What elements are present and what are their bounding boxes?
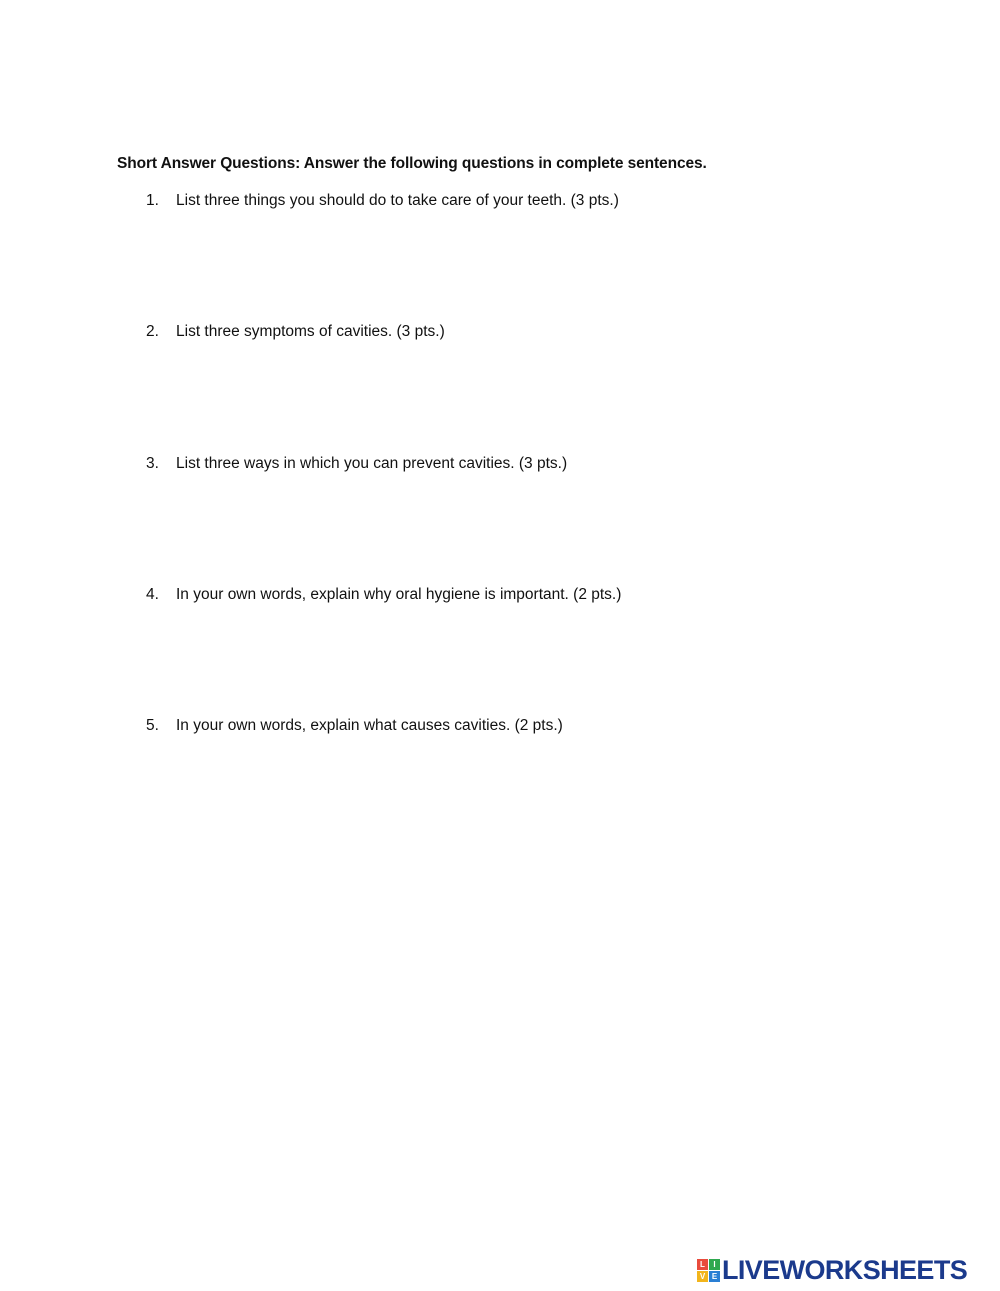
answer-area-4[interactable] (176, 609, 876, 709)
question-4 (146, 586, 621, 604)
logo-wordmark: LIVEWORKSHEETS (722, 1255, 968, 1285)
question-text: In your own words, explain why oral hygiene is important. (2 pts.) (176, 586, 622, 603)
question-number: 5. (146, 717, 159, 734)
question-text: List three symptoms of cavities. (3 pts.) (176, 323, 445, 340)
logo-block: I (709, 1259, 720, 1270)
question-number: 3. (146, 455, 159, 472)
question-number: 2. (146, 323, 159, 340)
liveworksheets-logo[interactable] (697, 1255, 967, 1285)
logo-block: L (697, 1259, 708, 1270)
answer-area-1[interactable] (176, 215, 876, 315)
logo-blocks-icon (697, 1259, 720, 1282)
answer-area-3[interactable] (176, 478, 876, 578)
question-text: List three things you should do to take care of your teeth. (3 pts.) (176, 192, 619, 209)
answer-area-5[interactable] (176, 740, 876, 840)
question-2 (146, 323, 445, 341)
instructions-heading: Short Answer Questions: Answer the following questions in complete sentences. (117, 155, 707, 172)
question-3 (146, 455, 567, 473)
answer-area-2[interactable] (176, 346, 876, 446)
question-number: 4. (146, 586, 159, 603)
question-text: List three ways in which you can prevent cavities. (3 pts.) (176, 455, 568, 472)
question-number: 1. (146, 192, 159, 209)
logo-block: V (697, 1271, 708, 1282)
question-text: In your own words, explain what causes cavities. (2 pts.) (176, 717, 563, 734)
question-5 (146, 717, 563, 735)
question-1 (146, 192, 619, 210)
logo-block: E (709, 1271, 720, 1282)
